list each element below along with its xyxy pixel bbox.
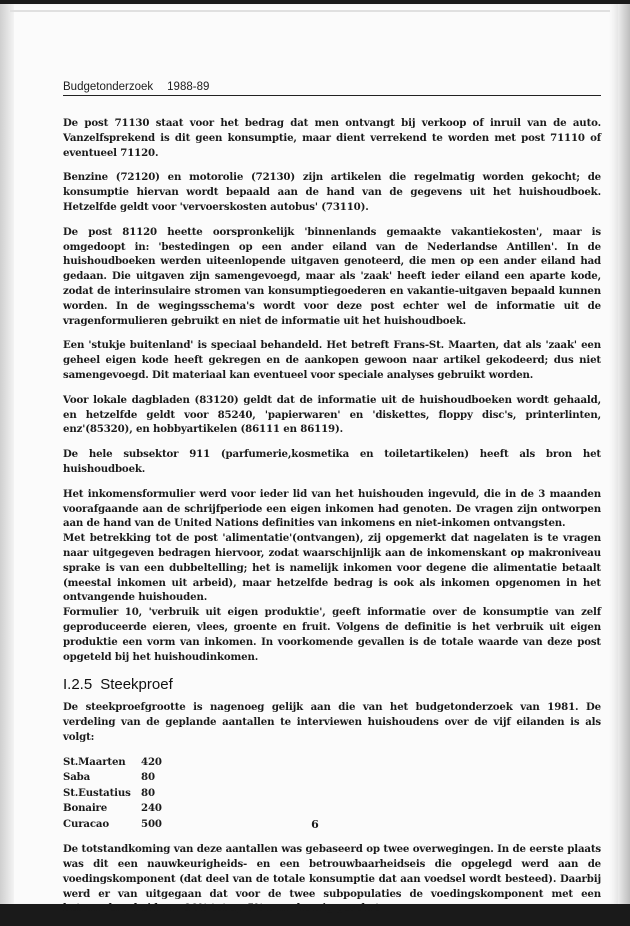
page-left-edge xyxy=(0,4,14,904)
header-title: Budgetonderzoek xyxy=(63,81,154,93)
table-row xyxy=(63,801,162,817)
table-row xyxy=(63,786,162,802)
paragraph: De post 71130 staat voor het bedrag dat men ontvangt bij verkoop of inruil van de auto. Vanzelfsprekend is dit geen konsumptie, maar dient verrekend te worden met post 71110 of eventueel 71120. xyxy=(63,117,601,159)
table-row xyxy=(63,755,162,771)
island-name: Saba xyxy=(63,771,91,784)
section-title: Steekproef xyxy=(100,676,173,694)
paragraph: De hele subsektor 911 (parfumerie,kosmetika en toiletartikelen) heeft als bron het huishoudboek. xyxy=(63,448,601,475)
page-number: 6 xyxy=(311,818,319,831)
island-count: 80 xyxy=(141,771,155,784)
page-right-shadow xyxy=(618,4,630,904)
island-name: St.Eustatius xyxy=(63,786,131,799)
island-name: Curacao xyxy=(63,817,110,830)
header-year: 1988-89 xyxy=(167,81,210,93)
paragraph: Met betrekking tot de post 'alimentatie'(ontvangen), zij opgemerkt dat nagelaten is te vragen naar uitgegeven bedragen hiervoor, zodat waarschijnlijk aan de inkomenskant op makroniveau sprake is van een dubbeltelling; het is namelijk inkomen voor degene die alimentatie betaalt (meestal inkomen uit arbeid), maar hetzelfde bedrag is ook als inkomen opgenomen in het ontvangende huishouden. xyxy=(63,532,601,604)
island-count: 80 xyxy=(141,786,155,799)
section-intro: De steekproefgrootte is nagenoeg gelijk aan die van het budgetonderzoek van 1981. De verdeling van de geplande aantallen te interviewen huishoudens over de vijf eilanden is als volgt: xyxy=(63,701,601,743)
section-heading xyxy=(63,676,601,694)
scan-bleed-line xyxy=(10,10,610,12)
island-name: Bonaire xyxy=(63,802,108,815)
paragraph: Benzine (72120) en motorolie (72130) zijn artikelen die regelmatig worden gekocht; de konsumptie hiervan wordt bepaald aan de hand van de gegevens uit het huishoudboek. Hetzelfde geldt voor 'vervoerskosten autobus' (73110). xyxy=(63,171,601,213)
paragraph: Een 'stukje buitenland' is speciaal behandeld. Het betreft Frans-St. Maarten, dat als 'zaak' een geheel eigen kode heeft gekregen en de aankopen gewoon naar artikel gekodeerd; dus niet samengevoegd. Dit materiaal kan eventueel voor speciale analyses gebruikt worden. xyxy=(63,339,601,381)
table-row xyxy=(63,770,162,786)
island-count: 420 xyxy=(141,755,162,768)
paragraph: Voor lokale dagbladen (83120) geldt dat de informatie uit de huishoudboeken wordt gehaald, en hetzelfde geldt voor 85240, 'papierwaren' en 'diskettes, floppy disc's, printerlinten, enz'(85320), en hobbyartikelen (86111 en 86119). xyxy=(63,393,601,436)
running-header xyxy=(63,80,601,96)
island-name: St.Maarten xyxy=(63,755,126,768)
island-count: 500 xyxy=(141,817,162,830)
section-closing: De totstandkoming van deze aantallen was gebaseerd op twee overwegingen. In de eerste plaats was dit een nauwkeurigheids- en een betrouwbaarheidseis die opgelegd werd aan de voedingskomponent (dat deel van de totale konsumptie dat aan voedsel wordt besteed). Daarbij werd er van uitgegaan dat voor de twee subpopulaties de voedingskomponent met een betrouwbaarheid van 90% tot op 5% nauwkeurig geschat xyxy=(63,843,601,915)
island-count: 240 xyxy=(141,802,162,815)
paragraph: Het inkomensformulier werd voor ieder lid van het huishouden ingevuld, die in de 3 maanden voorafgaande aan de schrijfperiode een eigen inkomen had genoten. De vragen zijn ontworpen aan de hand van de United Nations definities van inkomens en niet-inkomen ontvangsten. xyxy=(63,487,601,530)
paragraph: Formulier 10, 'verbruik uit eigen produktie', geeft informatie over de konsumptie van zelf geproduceerde eieren, vlees, groente en fruit. Volgens de definitie is het verbruik uit eigen produktie een vorm van inkomen. In voorkomende gevallen is de totale waarde van deze post opgeteld bij het huishoudinkomen. xyxy=(63,606,601,663)
page-body xyxy=(63,116,601,926)
section-number: I.2.5 xyxy=(63,676,93,694)
paragraph: De post 81120 heette oorspronkelijk 'binnenlands gemaakte vakantiekosten', maar is omgedoopt in: 'bestedingen op een ander eiland van de Nederlandse Antillen'. In de huishoudboeken werden uiteenlopende uitgaven genoteerd, die men op een ander eiland had gedaan. Die uitgaven zijn samengevoegd, maar als 'zaak' heeft ieder eiland een aparte kode, zodat de interinsulaire stromen van konsumptiegoederen en vakantie-uitgaven bepaald kunnen worden. In de wegingsschema's wordt voor deze post echter wel de informatie uit de vragenformulieren gebruikt en niet de informatie uit het huishoudboek. xyxy=(63,225,601,327)
